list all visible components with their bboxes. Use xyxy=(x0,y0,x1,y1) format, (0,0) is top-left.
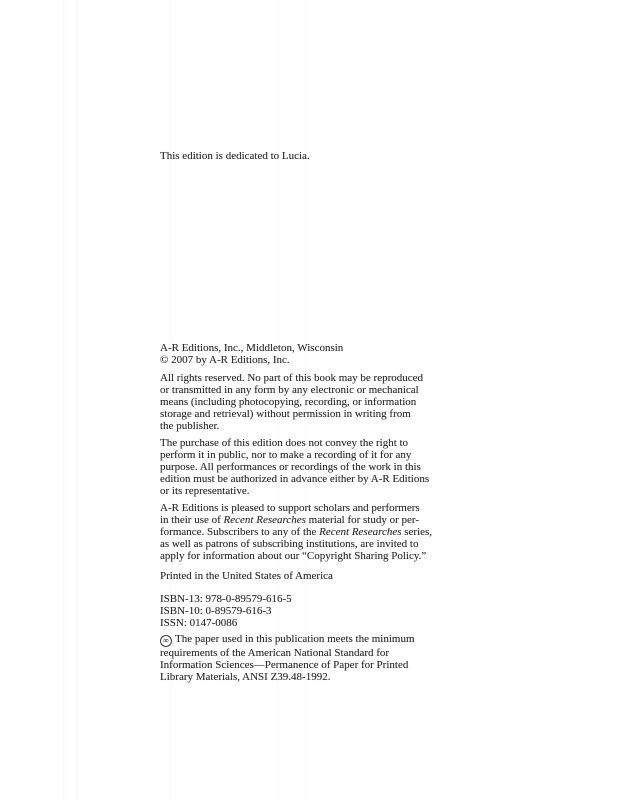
text-line xyxy=(160,550,480,562)
text-segment: in their use of xyxy=(160,514,224,526)
support-paragraph xyxy=(160,502,480,562)
text-segment: A-R Editions is pleased to support scholars and performers xyxy=(160,502,420,514)
text-line: The purchase of this edition does not convey the right to xyxy=(160,437,409,449)
text-segment: The paper used in this publication meets the minimum xyxy=(175,633,415,645)
text-line: perform it in public, nor to make a recording of it for any xyxy=(160,449,412,461)
text-line: Information Sciences—Permanence of Paper for Printed xyxy=(160,659,409,671)
text-line xyxy=(160,538,480,550)
text-segment: as well as patrons of subscribing institutions, are invited to xyxy=(160,538,419,550)
text-segment: series, xyxy=(401,526,433,538)
publisher-block xyxy=(160,342,480,366)
text-segment: formance. Subscribers to any of the xyxy=(160,526,320,538)
printed-line-block xyxy=(160,570,480,582)
copyright-column xyxy=(160,342,480,689)
text-segment: material for study or per- xyxy=(305,514,420,526)
paper-note xyxy=(160,633,480,683)
text-line xyxy=(160,502,480,514)
purchase-paragraph xyxy=(160,437,480,497)
text-line: means (including photocopying, recording, or information xyxy=(160,396,417,408)
text-line xyxy=(160,633,480,647)
text-line xyxy=(160,514,480,526)
text-line: Library Materials, ANSI Z39.48-1992. xyxy=(160,671,331,683)
text-segment: apply for information about our “Copyright Sharing Policy.” xyxy=(160,550,427,562)
text-line xyxy=(160,526,480,538)
text-line: or its representative. xyxy=(160,485,250,497)
text-line: edition must be authorized in advance either by A-R Editions xyxy=(160,473,430,485)
isbn13-line: ISBN-13: 978-0-89579-616-5 xyxy=(160,593,292,605)
rights-paragraph xyxy=(160,372,480,432)
series-title-italic: Recent Researches xyxy=(319,526,402,538)
isbn10-line: ISBN-10: 0-89579-616-3 xyxy=(160,605,272,617)
text-line: or transmitted in any form by any electronic or mechanical xyxy=(160,384,419,396)
text-line: All rights reserved. No part of this book may be reproduced xyxy=(160,372,424,384)
text-line: purpose. All performances or recordings of the work in this xyxy=(160,461,421,473)
series-title-italic: Recent Researches xyxy=(223,514,306,526)
publisher-line: A-R Editions, Inc., Middleton, Wisconsin xyxy=(160,342,344,354)
text-line: the publisher. xyxy=(160,420,220,432)
isbn-block xyxy=(160,593,480,629)
dedication-text: This edition is dedicated to Lucia. xyxy=(160,150,310,162)
permanent-paper-icon: ∞ xyxy=(160,635,172,647)
text-line: storage and retrieval) without permission in writing from xyxy=(160,408,411,420)
text-line: requirements of the American National Standard for xyxy=(160,647,390,659)
copyright-line: © 2007 by A-R Editions, Inc. xyxy=(160,354,290,366)
issn-line: ISSN: 0147-0086 xyxy=(160,617,238,629)
printed-line: Printed in the United States of America xyxy=(160,570,333,582)
